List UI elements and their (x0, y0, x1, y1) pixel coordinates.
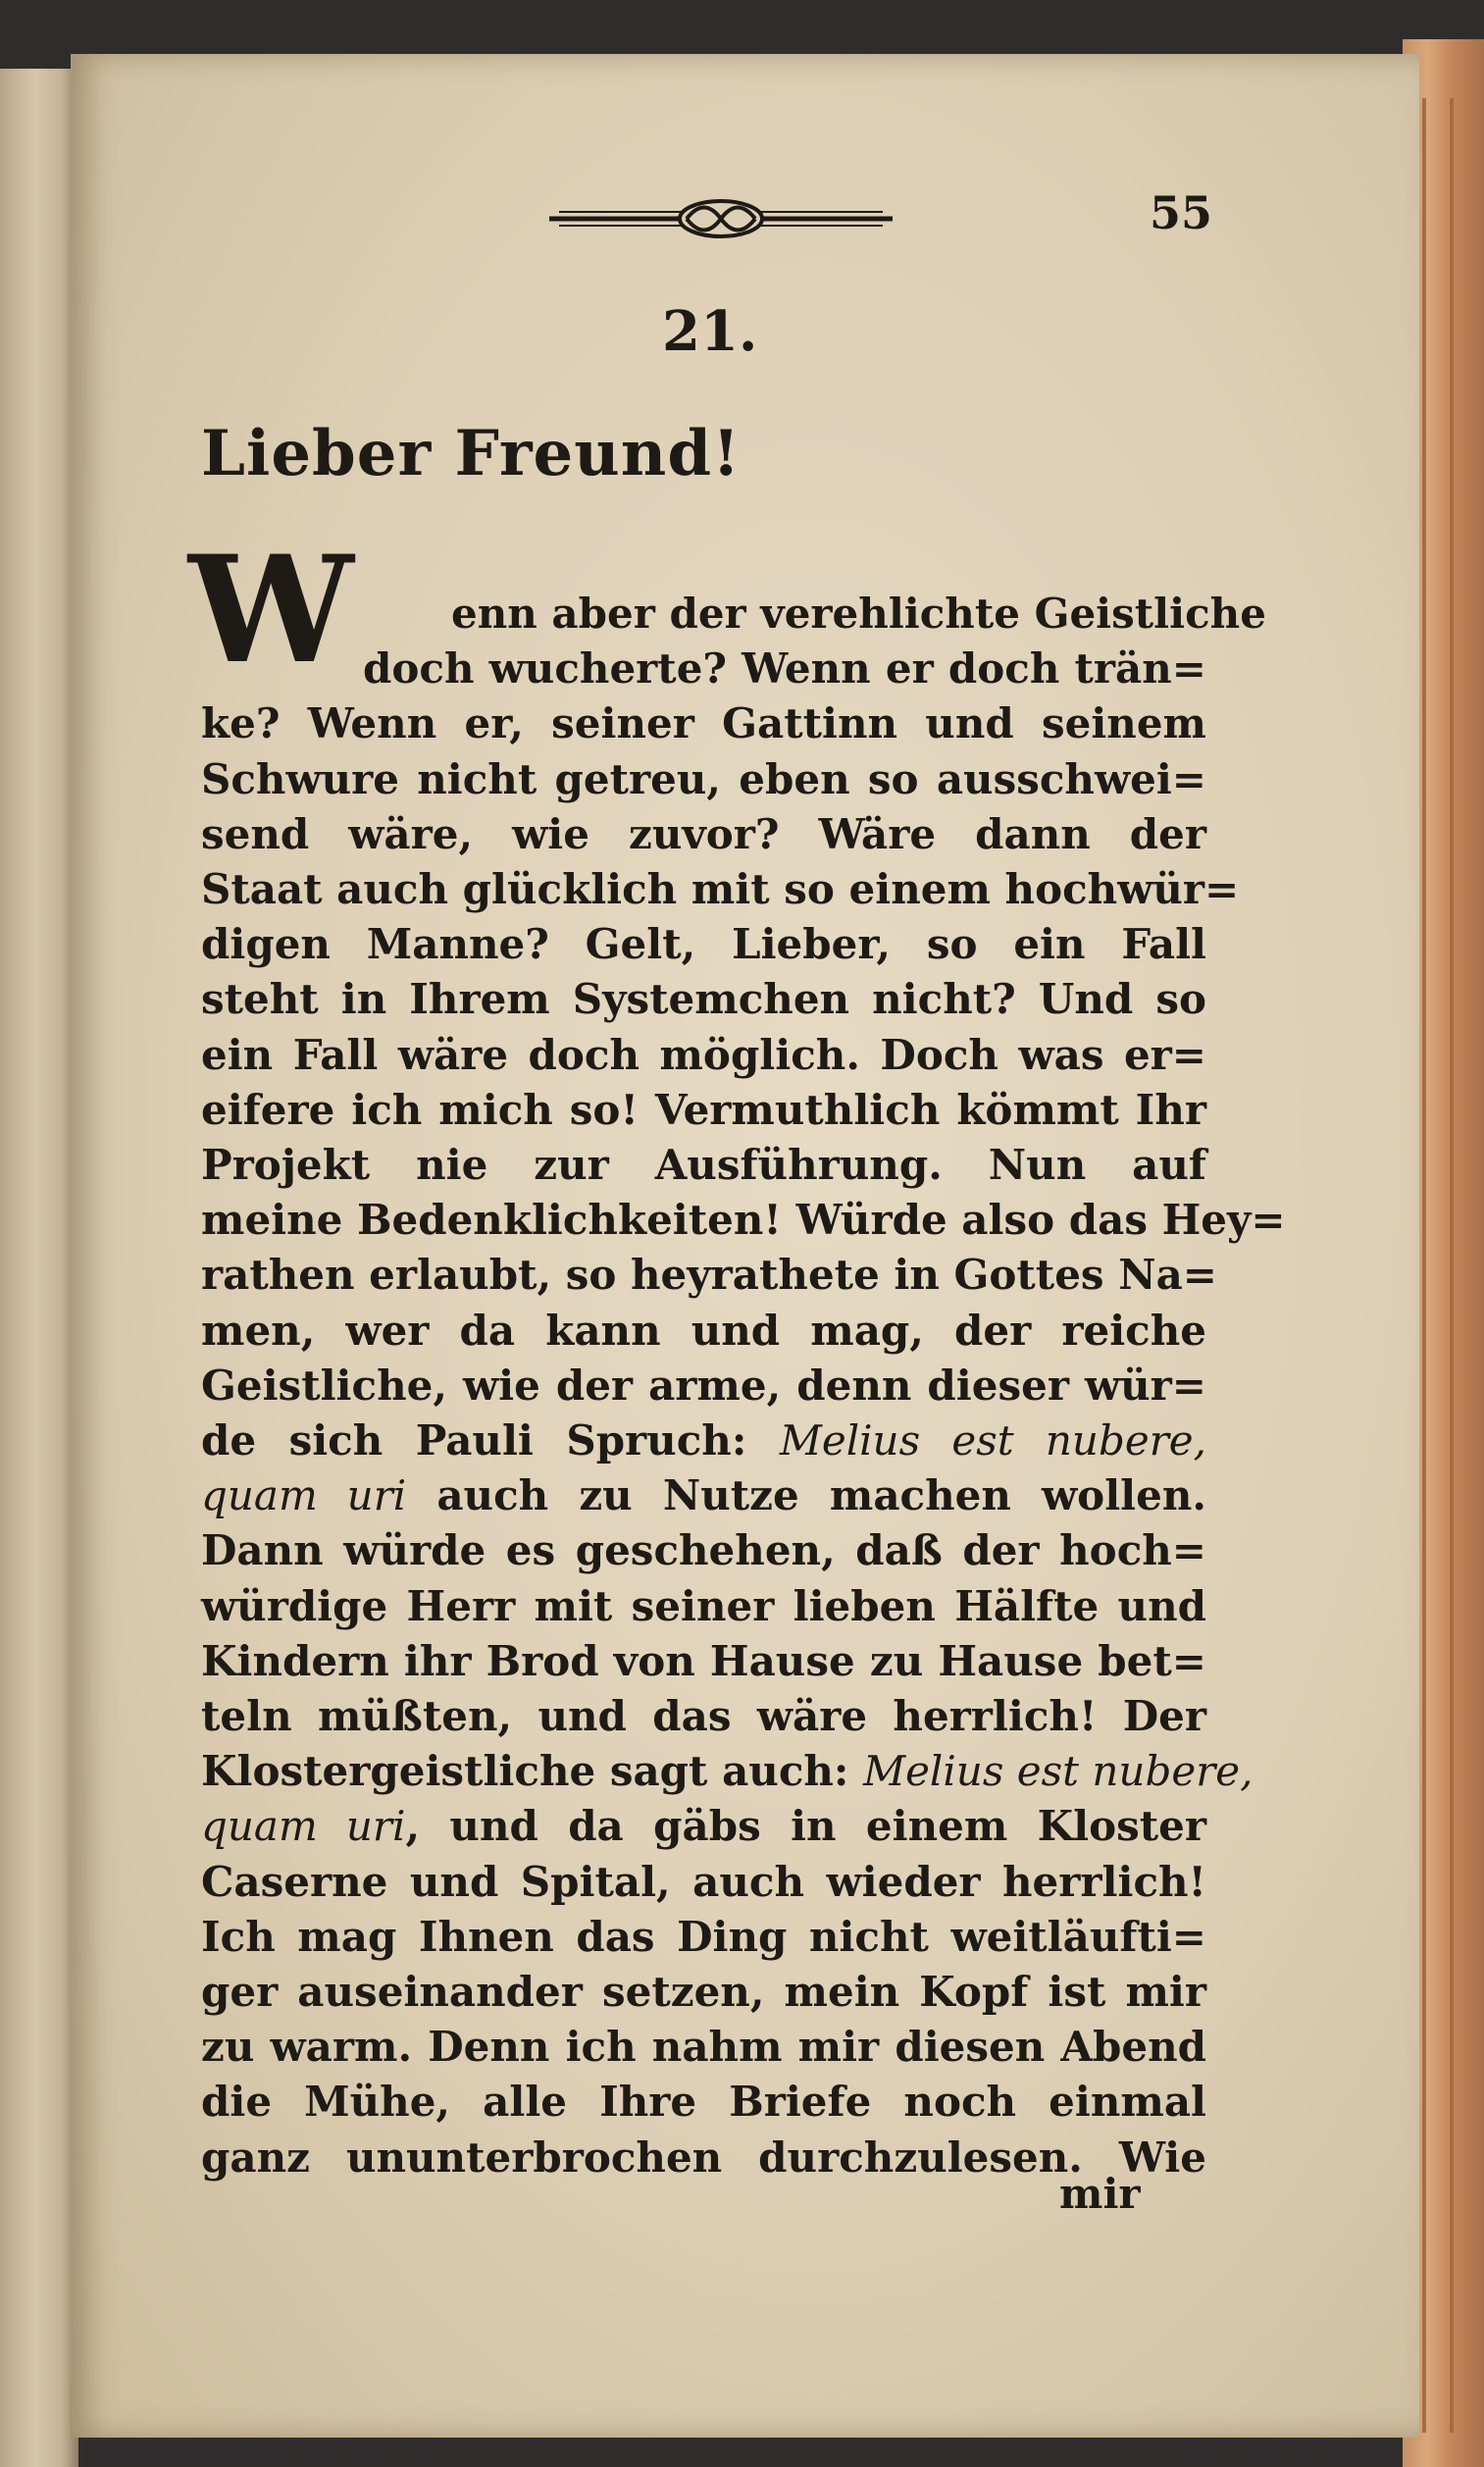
text-line (201, 972, 1206, 1027)
text-span: ke? Wenn er, seiner Gattinn und seinem (201, 699, 1206, 748)
text-line (201, 862, 1240, 917)
text-span: zu warm. Denn ich nahm mir diesen Abend (201, 2023, 1206, 2072)
page-number: 55 (1150, 186, 1213, 239)
text-span: rathen erlaubt, so heyrathete in Gottes Na= (201, 1251, 1217, 1300)
text-span: eifere ich mich so! Vermuthlich kömmt Ihr (201, 1085, 1206, 1134)
text-span: ger auseinander setzen, mein Kopf ist mir (201, 1968, 1206, 2016)
text-line (201, 1468, 1206, 1523)
text-line (201, 2020, 1206, 2075)
text-line (201, 696, 1206, 751)
text-line (201, 1799, 1206, 1854)
text-span: digen Manne? Gelt, Lieber, so ein Fall (201, 920, 1206, 969)
latin-quote: Melius est nubere, (779, 1416, 1206, 1465)
text-span: Schwure nicht getreu, eben so ausschwei= (201, 754, 1206, 803)
salutation: Lieber Freund! (201, 417, 742, 490)
text-span: meine Bedenklichkeiten! Würde also das Hey= (201, 1196, 1286, 1245)
text-line (451, 587, 1266, 642)
text-line (201, 1523, 1206, 1578)
text-line (201, 1138, 1206, 1193)
text-span: Caserne und Spital, auch wieder herrlich! (201, 1857, 1206, 1906)
text-span: die Mühe, alle Ihre Briefe noch einmal (201, 2078, 1206, 2127)
letter-number: 21. (662, 299, 758, 364)
text-span: würdige Herr mit seiner lieben Hälfte und (201, 1581, 1206, 1630)
text-line (201, 807, 1206, 862)
text-line (201, 1855, 1206, 1910)
text-line (201, 917, 1206, 972)
text-span: ganz ununterbrochen durchzulesen. Wie (201, 2133, 1206, 2182)
text-span: Staat auch glücklich mit so einem hochwür= (201, 865, 1240, 913)
text-span: Ich mag Ihnen das Ding nicht weitläufti= (201, 1912, 1206, 1961)
text-span: Kindern ihr Brod von Hause zu Hause bet= (201, 1636, 1206, 1685)
drop-cap: W (188, 524, 354, 696)
text-line (201, 1579, 1206, 1634)
text-span: men, wer da kann und mag, der reiche (201, 1306, 1206, 1355)
text-span: Klostergeistliche sagt auch: (201, 1747, 864, 1796)
text-span: steht in Ihrem Systemchen nicht? Und so (201, 975, 1206, 1024)
text-line (201, 1634, 1206, 1689)
text-line (201, 2075, 1206, 2130)
text-span: send wäre, wie zuvor? Wäre dann der (201, 809, 1206, 858)
catchword: mir (1059, 2170, 1141, 2218)
latin-quote: quam uri (201, 1471, 407, 1520)
text-span: Projekt nie zur Ausführung. Nun auf (201, 1141, 1206, 1189)
text-span: , und da gäbs in einem Kloster (405, 1802, 1206, 1851)
text-line (201, 1193, 1286, 1248)
text-line (201, 1689, 1206, 1744)
text-line (201, 1359, 1206, 1413)
text-span: teln müßten, und das wäre herrlich! Der (201, 1692, 1206, 1740)
left-page-edge (0, 69, 78, 2467)
text-span: doch wucherte? Wenn er doch trän= (363, 644, 1206, 694)
latin-quote: quam uri (201, 1802, 406, 1851)
text-line (201, 1965, 1206, 2020)
text-span: Geistliche, wie der arme, denn dieser wür= (201, 1361, 1206, 1410)
text-line (201, 1304, 1206, 1359)
text-line (201, 1028, 1206, 1083)
text-line (201, 2131, 1206, 2185)
text-span: auch zu Nutze machen wollen. (406, 1471, 1206, 1520)
text-span: de sich Pauli Spruch: (201, 1416, 780, 1465)
text-line (201, 752, 1206, 807)
latin-quote: Melius est nubere, (863, 1747, 1254, 1796)
header-ornament-icon (549, 192, 893, 245)
text-span: Dann würde es geschehen, daß der hoch= (201, 1526, 1206, 1575)
text-span: ein Fall wäre doch möglich. Doch was er= (201, 1030, 1206, 1079)
text-line (363, 642, 1206, 696)
text-line (201, 1413, 1206, 1468)
text-span: enn aber der verehlichte Geistliche (451, 590, 1266, 638)
text-line (201, 1083, 1206, 1138)
text-line (201, 1248, 1217, 1303)
text-line (201, 1910, 1206, 1965)
text-line (201, 1744, 1254, 1799)
